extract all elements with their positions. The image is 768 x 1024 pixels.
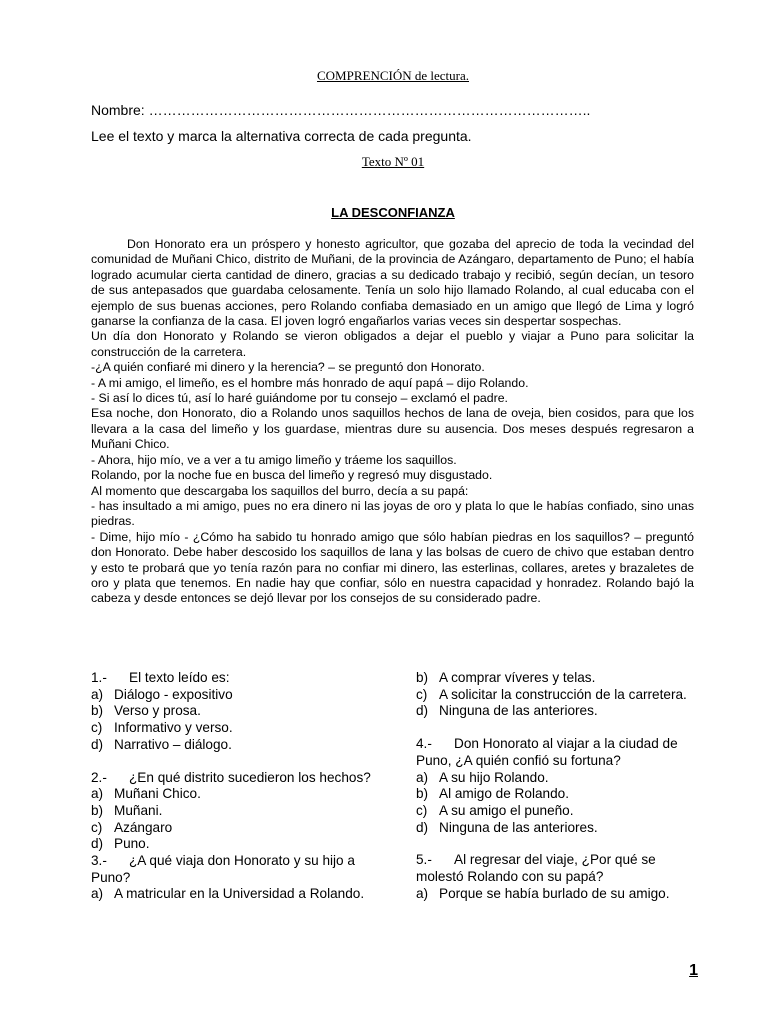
option-a[interactable] bbox=[416, 886, 698, 903]
page-number: 1 bbox=[689, 962, 698, 979]
question-3 bbox=[91, 853, 376, 903]
option-a[interactable] bbox=[91, 687, 376, 704]
option-letter: b) bbox=[416, 670, 429, 685]
option-text: A matricular en la Universidad a Rolando. bbox=[114, 886, 365, 902]
question-stem bbox=[416, 736, 698, 769]
option-letter: b) bbox=[416, 786, 429, 802]
option-letter: c) bbox=[91, 720, 103, 736]
option-letter: a) bbox=[416, 885, 429, 901]
story-body bbox=[91, 237, 694, 607]
document-title: COMPRENCIÓN de lectura. bbox=[316, 68, 469, 83]
option-letter: a) bbox=[91, 886, 104, 902]
option-letter: c) bbox=[416, 686, 428, 702]
question-stem bbox=[91, 670, 376, 687]
story-paragraph: - A mi amigo, el limeño, es el hombre más honrado de aquí papá – dijo Rolando. bbox=[91, 375, 529, 390]
question-text: Don Honorato al viajar a la ciudad de Puno, ¿A quién confió su fortuna? bbox=[416, 736, 678, 768]
option-a[interactable] bbox=[416, 770, 698, 787]
option-letter: a) bbox=[91, 786, 104, 802]
option-text: Narrativo – diálogo. bbox=[114, 736, 232, 752]
option-b[interactable] bbox=[416, 670, 698, 687]
option-c[interactable] bbox=[91, 720, 376, 737]
option-text: A solicitar la construcción de la carretera. bbox=[439, 686, 687, 702]
option-text: A su hijo Rolando. bbox=[439, 769, 549, 785]
option-text: Diálogo - expositivo bbox=[114, 686, 233, 702]
question-3-continued bbox=[416, 670, 698, 720]
option-c[interactable] bbox=[91, 820, 376, 837]
story-title: LA DESCONFIANZA bbox=[331, 205, 455, 220]
question-number: 5.- bbox=[416, 852, 432, 868]
option-d[interactable] bbox=[416, 820, 698, 837]
option-text: Azángaro bbox=[114, 819, 173, 835]
option-text: Muñani. bbox=[114, 802, 163, 818]
question-text: Al regresar del viaje, ¿Por qué se molestó Rolando con su papá? bbox=[416, 852, 656, 885]
option-text: Al amigo de Rolando. bbox=[439, 786, 569, 802]
option-letter: d) bbox=[91, 736, 104, 752]
name-field-line: Nombre: ………………………………………………………………………………….. bbox=[91, 102, 591, 118]
option-letter: d) bbox=[416, 819, 429, 835]
option-letter: a) bbox=[91, 686, 104, 702]
option-b[interactable] bbox=[416, 786, 698, 803]
story-paragraph: - has insultado a mi amigo, pues no era dinero ni las joyas de oro y plata lo que le habías confiado, sino unas piedras. bbox=[91, 498, 694, 529]
question-text: ¿A qué viaja don Honorato y su hijo a Puno? bbox=[91, 853, 355, 885]
option-b[interactable] bbox=[91, 703, 376, 720]
option-letter: b) bbox=[91, 802, 104, 818]
option-text: Puno. bbox=[114, 836, 150, 852]
story-paragraph: - Ahora, hijo mío, ve a ver a tu amigo limeño y tráeme los saquillos. bbox=[91, 452, 457, 467]
option-c[interactable] bbox=[416, 803, 698, 820]
story-paragraph: Al momento que descargaba los saquillos del burro, decía a su papá: bbox=[91, 483, 469, 498]
option-b[interactable] bbox=[91, 803, 376, 820]
question-text: El texto leído es: bbox=[129, 670, 230, 685]
story-paragraph: Esa noche, don Honorato, dio a Rolando unos saquillos hechos de lana de oveja, bien cosidos, para que los llevara a la casa del limeño y los guardase, mientras dure su ausencia. Dos meses después regresaron a Muñani Chico. bbox=[91, 406, 694, 452]
option-d[interactable] bbox=[416, 703, 698, 720]
question-stem bbox=[91, 770, 376, 787]
question-2 bbox=[91, 770, 376, 854]
option-text: A su amigo el puneño. bbox=[439, 802, 574, 818]
questions-right-column bbox=[416, 670, 698, 902]
question-number: 2.- bbox=[91, 769, 107, 785]
option-letter: d) bbox=[416, 703, 429, 719]
question-number: 4.- bbox=[416, 736, 432, 752]
option-c[interactable] bbox=[416, 687, 698, 704]
question-number: 3.- bbox=[91, 853, 107, 869]
text-number-heading: Texto Nº 01 bbox=[361, 154, 425, 169]
option-text: Verso y prosa. bbox=[114, 703, 201, 719]
option-letter: a) bbox=[416, 769, 429, 785]
option-text: Informativo y verso. bbox=[114, 720, 233, 736]
option-letter: d) bbox=[91, 836, 104, 852]
option-text: Porque se había burlado de su amigo. bbox=[439, 885, 670, 901]
story-paragraph: Rolando, por la noche fue en busca del limeño y regresó muy disgustado. bbox=[91, 468, 493, 483]
option-d[interactable] bbox=[91, 737, 376, 754]
story-paragraph: -¿A quién confiaré mi dinero y la herencia? – se preguntó don Honorato. bbox=[91, 360, 485, 375]
questions-left-column bbox=[91, 670, 376, 903]
option-text: A comprar víveres y telas. bbox=[439, 670, 596, 685]
story-paragraph: - Dime, hijo mío - ¿Cómo ha sabido tu honrado amigo que sólo habían piedras en los saquillos? – preguntó don Honorato. Debe haber descosido los saquillos de lana y las bolsas de cuero de chivo que estaban dentro y esto te probará que yo tenía razón para no confiar mi dinero, las esterlinas, collares, aretes y brazaletes de oro y plata que tenemos. En nadie hay que confiar, sólo en nuestra capacidad y honradez. Rolando bajó la cabeza y desde entonces se dejó llevar por los consejos de su considerado padre. bbox=[91, 529, 694, 606]
question-1 bbox=[91, 670, 376, 754]
option-a[interactable] bbox=[91, 786, 376, 803]
option-text: Ninguna de las anteriores. bbox=[439, 703, 598, 719]
question-4 bbox=[416, 736, 698, 836]
question-5 bbox=[416, 852, 698, 902]
story-paragraph: - Si así lo dices tú, así lo haré guiándome por tu consejo – exclamó el padre. bbox=[91, 391, 508, 406]
question-text: ¿En qué distrito sucedieron los hechos? bbox=[129, 769, 371, 785]
question-number: 1.- bbox=[91, 670, 107, 685]
option-a[interactable] bbox=[91, 886, 376, 903]
question-stem bbox=[91, 853, 376, 886]
question-stem bbox=[416, 852, 698, 885]
option-letter: c) bbox=[91, 819, 103, 835]
option-letter: c) bbox=[416, 802, 428, 818]
option-text: Ninguna de las anteriores. bbox=[439, 819, 598, 835]
story-paragraph: Don Honorato era un próspero y honesto agricultor, que gozaba del aprecio de toda la vecindad del comunidad de Muñani Chico, distrito de Muñani, de la provincia de Azángaro, departamento de Puno; el había logrado acumular cierta cantidad de dinero, gracias a su dedicado trabajo y recibió, según decían, un tesoro de sus antepasados que guardaba celosamente. Tenía un solo hijo llamado Rolando, al cual educaba con el ejemplo de sus buenas acciones, pero Rolando confiaba demasiado en un amigo que llegó de Lima y logró ganarse la confianza de la casa. El joven logró engañarlos varias veces sin despertar sospechas. bbox=[91, 237, 694, 329]
option-letter: b) bbox=[91, 703, 104, 719]
instructions: Lee el texto y marca la alternativa correcta de cada pregunta. bbox=[91, 128, 472, 144]
option-d[interactable] bbox=[91, 836, 376, 853]
story-paragraph: Un día don Honorato y Rolando se vieron obligados a dejar el pueblo y viajar a Puno para solicitar la construcción de la carretera. bbox=[91, 329, 694, 359]
option-text: Muñani Chico. bbox=[114, 786, 201, 802]
